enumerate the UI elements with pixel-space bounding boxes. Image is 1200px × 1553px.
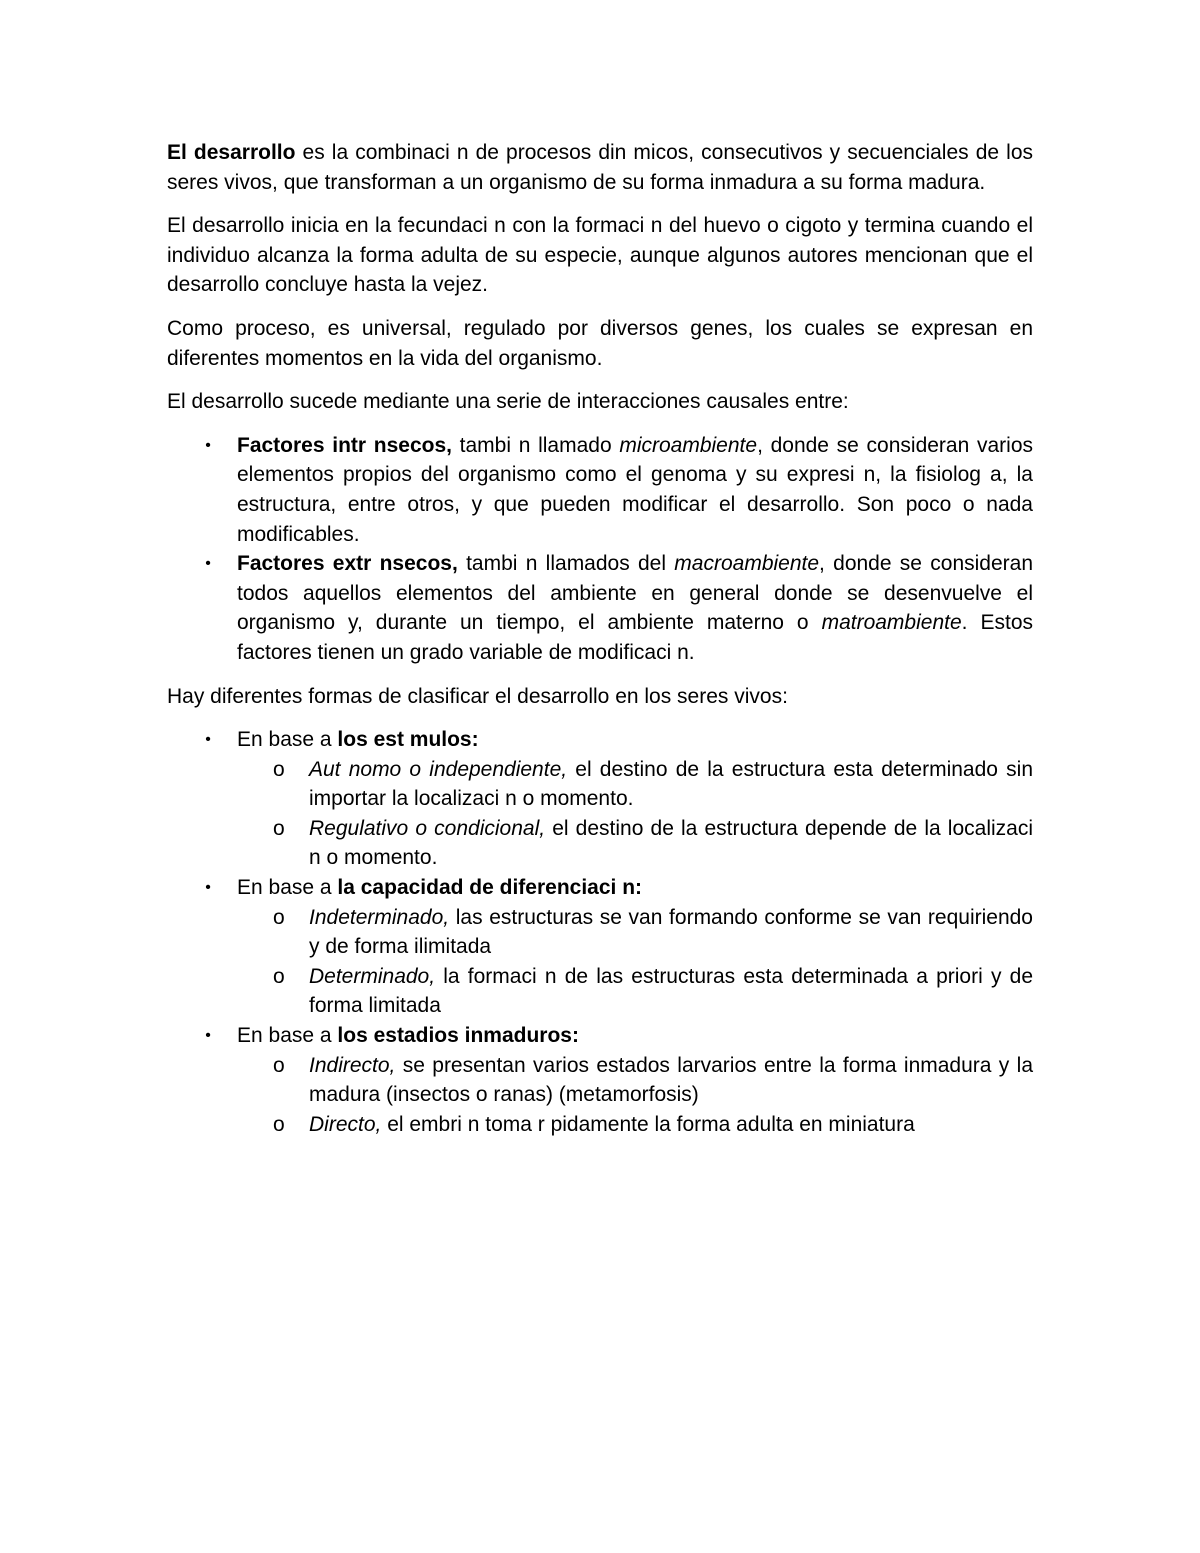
factor-text: tambi n llamados del [457,552,675,576]
paragraph-start-end: El desarrollo inicia en la fecundaci n con la formaci n del huevo o cigoto y termina cuando el individuo alcanza la forma adulta de su especie, aunque algunos autores mencionan que el desarrollo concluye hasta la vejez. [167,214,1033,297]
factor-term: microambiente [619,433,758,457]
sub-text: el destino de la estructura depende de la localizaci n o momento. [309,816,1034,870]
term-bold: El desarrollo [167,141,296,164]
list-item-differentiation [167,873,1033,1021]
sub-list [237,903,1033,1021]
item-title: los est mulos: [337,728,479,752]
bullet-icon: • [205,555,211,573]
circle-bullet-icon: o [273,905,285,929]
paragraph-definition [167,138,1033,197]
item-title: los estadios inmaduros: [337,1024,579,1048]
sub-text: el embri n toma r pidamente la forma adulta en miniatura [381,1112,915,1136]
item-prefix: En base a [237,728,338,752]
item-prefix: En base a [237,876,338,900]
sub-term: Aut nomo o independiente, [309,757,568,781]
circle-bullet-icon: o [273,1112,285,1136]
item-title: la capacidad de diferenciaci n: [337,876,643,900]
sub-list [237,1051,1033,1140]
factor-text: tambi n llamado [451,433,620,457]
sub-term: Determinado, [309,964,436,988]
sub-text: se presentan varios estados larvarios entre la forma inmadura y la madura (insectos o ranas) (metamorfosis) [309,1053,1033,1107]
factor-text: , donde se consideran varios elementos propios del organismo como el genoma y su expresi n, la fisiolog a, la estructura, entre otros, y que pueden modificar el desarrollo. Son poco o nada modificables. [237,433,1033,546]
sub-text: el destino de la estructura esta determinado sin importar la localizaci n o momento. [309,757,1034,811]
document-page [167,138,1033,1153]
sub-term: Indeterminado, [309,905,450,929]
sub-item [167,814,1033,873]
factors-list [167,431,1033,668]
sub-item [167,755,1033,814]
list-item-stimuli [167,725,1033,873]
list-item-immature-stages [167,1021,1033,1139]
circle-bullet-icon: o [273,1053,285,1077]
circle-bullet-icon: o [273,816,285,840]
circle-bullet-icon: o [273,757,285,781]
list-item-intrinsic [167,431,1033,549]
sub-item [167,903,1033,962]
sub-item [167,1110,1033,1140]
factor-text: , donde se consideran todos aquellos elementos del ambiente en general donde se desenvuelve el organismo y, durante un tiempo, el ambiente materno o [237,552,1033,635]
sub-text: la formaci n de las estructuras esta determinada a priori y de forma limitada [309,964,1033,1018]
sub-term: Indirecto, [309,1053,396,1077]
factor-text: . Estos factores tienen un grado variable de modificaci n. [237,611,1033,664]
sub-item [167,1051,1033,1110]
sub-term: Regulativo o condicional, [309,816,546,840]
bullet-icon: • [205,879,211,897]
circle-bullet-icon: o [273,964,285,988]
paragraph-classification: Hay diferentes formas de clasificar el desarrollo en los seres vivos: [167,684,788,708]
sub-list [237,755,1033,873]
bullet-icon: • [205,731,211,749]
paragraph-text: es la combinaci n de procesos din micos, consecutivos y secuenciales de los seres vivos, que transforman a un organismo de su forma inmadura a su forma madura. [167,141,1033,194]
sub-term: Directo, [309,1112,382,1136]
classification-list [167,725,1033,1139]
bullet-icon: • [205,1027,211,1045]
factor-title: Factores extr nsecos, [237,552,458,576]
item-prefix: En base a [237,1024,338,1048]
factor-term: macroambiente [674,552,820,576]
factor-title: Factores intr nsecos, [237,433,452,457]
paragraph-interactions: El desarrollo sucede mediante una serie de interacciones causales entre: [167,390,849,414]
factor-term: matroambiente [821,611,962,635]
sub-item [167,962,1033,1021]
sub-text: las estructuras se van formando conforme se van requiriendo y de forma ilimitada [309,905,1033,959]
bullet-icon: • [205,436,211,454]
paragraph-universal: Como proceso, es universal, regulado por diversos genes, los cuales se expresan en diferentes momentos en la vida del organismo. [167,316,1033,370]
list-item-extrinsic [167,549,1033,667]
